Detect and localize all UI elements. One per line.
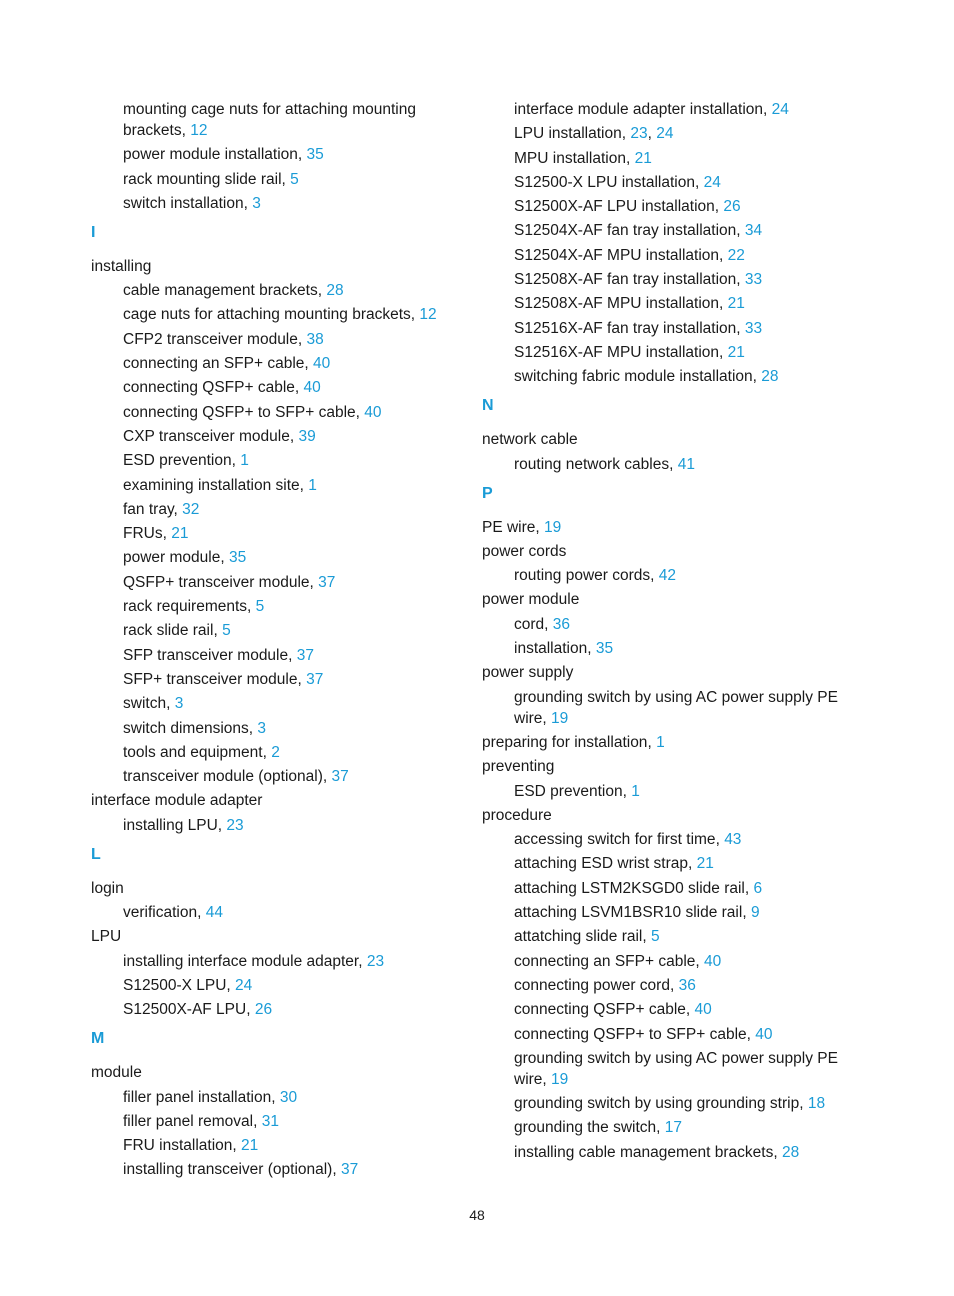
index-column-left — [91, 99, 481, 1184]
index-subentry-examining-installation-site: examining installation site, 1 — [123, 476, 317, 494]
page-link[interactable]: 3 — [174, 695, 184, 713]
page-link[interactable]: 12 — [190, 122, 208, 139]
page-link[interactable]: 39 — [298, 427, 316, 445]
index-subentry-esd-prevention: ESD prevention, 1 — [514, 782, 640, 800]
index-subentry-switch-installation: switch installation, 3 — [123, 194, 261, 212]
index-subentry-cfp2-transceiver-module: CFP2 transceiver module, 38 — [123, 330, 324, 348]
index-subentry-mounting-cage-nuts-for-attaching-mounting-brackets: mounting cage nuts for attaching mounting brackets, 12 — [123, 101, 416, 139]
page-link[interactable]: 35 — [228, 549, 247, 567]
entry-term: SFP transceiver module — [123, 646, 289, 664]
page-link[interactable]: 37 — [340, 1161, 359, 1179]
entry-term: LPU — [91, 928, 122, 946]
page-link[interactable]: 5 — [222, 622, 231, 640]
entry-term: power module installation — [123, 146, 298, 164]
page-link[interactable]: 35 — [595, 640, 614, 658]
page-link[interactable]: 2 — [271, 743, 280, 761]
index-subentry-lpu-installation: LPU installation, 23, 24 — [514, 125, 674, 143]
page-link[interactable]: 37 — [306, 670, 324, 688]
index-subentry-grounding-switch-by-using-grounding-strip: grounding switch by using grounding strip, 18 — [514, 1095, 826, 1113]
entry-term: routing network cables — [514, 455, 670, 473]
entry-term: filler panel installation — [123, 1088, 272, 1106]
page-link[interactable]: 1 — [308, 476, 317, 494]
entry-term: connecting QSFP+ cable — [514, 1001, 686, 1019]
index-subentry-cable-management-brackets: cable management brackets, 28 — [123, 282, 344, 300]
index-subentry-connecting-an-sfp-cable: connecting an SFP+ cable, 40 — [123, 355, 331, 373]
index-subentry-routing-network-cables: routing network cables, 41 — [514, 455, 695, 473]
index-subentry-connecting-power-cord: connecting power cord, 36 — [514, 976, 696, 994]
index-subentry-sfp-transceiver-module: SFP transceiver module, 37 — [123, 646, 314, 664]
entry-term: cord — [514, 615, 545, 633]
index-subentry-transceiver-module-optional: transceiver module (optional), 37 — [123, 768, 349, 786]
entry-term: cage nuts for attaching mounting brackets — [123, 306, 411, 324]
index-subentry-rack-requirements: rack requirements, 5 — [123, 598, 265, 616]
entry-term: switch installation — [123, 194, 244, 212]
index-subentry-switching-fabric-module-installation: switching fabric module installation, 28 — [514, 368, 779, 386]
index-subentry-installation: installation, 35 — [514, 640, 614, 658]
entry-term: S12500-X LPU — [123, 976, 227, 994]
index-letter-heading: P — [482, 484, 493, 502]
page-link[interactable]: 28 — [761, 368, 779, 386]
index-subentry-cord: cord, 36 — [514, 615, 571, 633]
entry-term: attatching slide rail — [514, 928, 643, 946]
index-subentry-routing-power-cords: routing power cords, 42 — [514, 567, 676, 585]
index-subentry-connecting-qsfp-cable: connecting QSFP+ cable, 40 — [514, 1001, 712, 1019]
page-link[interactable]: 36 — [552, 615, 571, 633]
page-link[interactable]: 40 — [704, 952, 722, 970]
entry-term: FRUs — [123, 525, 163, 543]
entry-term: S12504X-AF fan tray installation — [514, 222, 737, 240]
index-letter-heading: L — [91, 845, 101, 863]
index-subentry-s12508x-af-mpu-installation: S12508X-AF MPU installation, 21 — [514, 295, 745, 313]
index-subentry-installing-transceiver-optional: installing transceiver (optional), 37 — [123, 1161, 359, 1179]
page-link[interactable]: 36 — [678, 976, 696, 994]
entry-term: connecting an SFP+ cable — [514, 952, 696, 970]
index-subentry-cxp-transceiver-module: CXP transceiver module, 39 — [123, 427, 316, 445]
entry-term: preventing — [482, 758, 555, 776]
entry-term: procedure — [482, 806, 552, 824]
entry-term: mounting cage nuts for attaching mounting brackets — [123, 101, 416, 139]
entry-term: connecting QSFP+ to SFP+ cable — [123, 403, 356, 421]
entry-term: LPU installation — [514, 125, 622, 143]
index-entry-power-cords — [482, 541, 872, 562]
page-link[interactable]: 28 — [781, 1143, 800, 1161]
entry-term: rack requirements — [123, 598, 248, 616]
entry-term: CXP transceiver module — [123, 427, 290, 445]
entry-term: installing interface module adapter — [123, 952, 359, 970]
index-entry-lpu — [91, 926, 481, 947]
index-subentry-s12516x-af-fan-tray-installation: S12516X-AF fan tray installation, 33 — [514, 319, 763, 337]
index-column-right — [482, 99, 872, 1166]
index-subentry-verification: verification, 44 — [123, 904, 223, 922]
page-link[interactable]: 41 — [677, 455, 695, 473]
entry-term: transceiver module (optional) — [123, 768, 323, 786]
entry-term: FRU installation — [123, 1137, 233, 1155]
entry-term: connecting an SFP+ cable — [123, 355, 305, 373]
index-subentry-connecting-qsfp-to-sfp-cable: connecting QSFP+ to SFP+ cable, 40 — [123, 403, 382, 421]
index-subentry-qsfp-transceiver-module: QSFP+ transceiver module, 37 — [123, 573, 336, 591]
entry-term: switch — [123, 695, 167, 713]
index-subentry-s12504x-af-fan-tray-installation: S12504X-AF fan tray installation, 34 — [514, 222, 763, 240]
index-subentry-installing-lpu: installing LPU, 23 — [123, 816, 244, 834]
page-link[interactable]: 3 — [257, 719, 267, 737]
page-link[interactable]: 42 — [658, 567, 676, 585]
page-link[interactable]: 35 — [306, 146, 324, 164]
page-link[interactable]: 23 — [366, 952, 385, 970]
index-subentry-interface-module-adapter-installation: interface module adapter installation, 24 — [514, 101, 789, 118]
page-number: 48 — [469, 1207, 485, 1223]
index-subentry-power-module: power module, 35 — [123, 549, 247, 567]
index-subentry-s12500-x-lpu-installation: S12500-X LPU installation, 24 — [514, 173, 721, 191]
index-entry-login — [91, 878, 481, 899]
entry-term: grounding switch by using grounding strip — [514, 1095, 800, 1113]
page-link[interactable]: 19 — [544, 518, 562, 536]
page-link[interactable]: 30 — [279, 1088, 298, 1106]
index-subentry-power-module-installation: power module installation, 35 — [123, 146, 324, 164]
page-link[interactable]: 38 — [306, 330, 324, 348]
index-subentry-connecting-qsfp-to-sfp-cable: connecting QSFP+ to SFP+ cable, 40 — [514, 1025, 773, 1043]
index-subentry-esd-prevention: ESD prevention, 1 — [123, 452, 249, 470]
entry-term: PE wire — [482, 518, 536, 536]
entry-term: S12500-X LPU installation — [514, 173, 695, 191]
page-link[interactable]: 24 — [656, 125, 674, 143]
page-link[interactable]: 21 — [727, 295, 745, 313]
page-link[interactable]: 22 — [727, 246, 745, 264]
index-subentry-installing-cable-management-brackets: installing cable management brackets, 28 — [514, 1143, 800, 1161]
index-entry-module — [91, 1062, 481, 1083]
entry-term: installing — [91, 257, 152, 275]
index-subentry-s12504x-af-mpu-installation: S12504X-AF MPU installation, 22 — [514, 246, 745, 264]
index-subentry-connecting-qsfp-cable: connecting QSFP+ cable, 40 — [123, 379, 321, 397]
index-subentry-s12500x-af-lpu-installation: S12500X-AF LPU installation, 26 — [514, 198, 741, 216]
entry-term: accessing switch for first time — [514, 831, 716, 849]
index-subentry-accessing-switch-for-first-time: accessing switch for first time, 43 — [514, 831, 742, 849]
index-subentry-fru-installation: FRU installation, 21 — [123, 1137, 259, 1155]
index-entry-installing — [91, 256, 481, 277]
page-link[interactable]: 1 — [240, 452, 249, 470]
index-entry-preparing-for-installation: preparing for installation, 1 — [482, 733, 665, 751]
page-link[interactable]: 24 — [703, 173, 721, 191]
page-link[interactable]: 9 — [750, 904, 760, 922]
index-subentry-grounding-switch-by-using-ac-power-supply-pe-wire: grounding switch by using AC power supply PE wire, 19 — [514, 688, 838, 727]
index-entry-interface-module-adapter — [91, 790, 481, 811]
entry-term: rack slide rail — [123, 622, 214, 640]
index-letter-heading: M — [91, 1030, 105, 1048]
index-letter-heading: N — [482, 397, 494, 415]
page-link[interactable]: 28 — [326, 282, 344, 300]
page-link[interactable]: 44 — [205, 904, 223, 922]
index-subentry-sfp-transceiver-module: SFP+ transceiver module, 37 — [123, 670, 324, 688]
page-link[interactable]: 40 — [303, 379, 321, 397]
page-link[interactable]: 26 — [254, 1001, 273, 1019]
entry-term: S12508X-AF MPU installation — [514, 295, 720, 313]
entry-term: filler panel removal — [123, 1112, 254, 1130]
entry-term: power module — [482, 591, 580, 609]
entry-term: installing LPU — [123, 816, 218, 834]
page-link[interactable]: 33 — [744, 319, 763, 337]
entry-term: power cords — [482, 542, 567, 560]
entry-term: MPU installation — [514, 149, 626, 167]
page-link[interactable]: 24 — [235, 976, 253, 994]
page-link[interactable]: 37 — [318, 573, 336, 591]
entry-term: network cable — [482, 431, 578, 449]
entry-term: QSFP+ transceiver module — [123, 573, 310, 591]
entry-term: switch dimensions — [123, 719, 249, 737]
index-subentry-s12516x-af-mpu-installation: S12516X-AF MPU installation, 21 — [514, 343, 745, 361]
entry-term: examining installation site — [123, 476, 300, 494]
entry-term: connecting QSFP+ cable — [123, 379, 295, 397]
entry-term: interface module adapter — [91, 792, 263, 810]
page-link[interactable]: 23 — [226, 816, 244, 834]
index-letter-heading: I — [91, 223, 96, 241]
entry-term: verification — [123, 904, 198, 922]
entry-term: ESD prevention — [514, 782, 623, 800]
page-link[interactable]: 40 — [755, 1025, 773, 1043]
page-link[interactable]: 21 — [727, 343, 745, 361]
index-subentry-switch: switch, 3 — [123, 695, 184, 713]
index-subentry-rack-slide-rail: rack slide rail, 5 — [123, 622, 231, 640]
entry-term: switching fabric module installation — [514, 368, 753, 386]
page-link[interactable]: 40 — [694, 1001, 712, 1019]
entry-term: grounding the switch — [514, 1119, 657, 1137]
entry-term: interface module adapter installation — [514, 101, 764, 118]
page-link[interactable]: 21 — [171, 525, 189, 543]
index-entry-procedure — [482, 805, 872, 826]
entry-term: attaching LSTM2KSGD0 slide rail — [514, 879, 745, 897]
entry-term: fan tray — [123, 500, 174, 518]
index-subentry-installing-interface-module-adapter: installing interface module adapter, 23 — [123, 952, 385, 970]
index-subentry-filler-panel-removal: filler panel removal, 31 — [123, 1112, 279, 1130]
index-entry-power-supply — [482, 662, 872, 683]
entry-term: connecting power cord — [514, 976, 670, 994]
entry-term: connecting QSFP+ to SFP+ cable — [514, 1025, 747, 1043]
entry-term: attaching LSVM1BSR10 slide rail — [514, 904, 743, 922]
entry-term: S12516X-AF MPU installation — [514, 343, 720, 361]
page-link[interactable]: 37 — [331, 768, 349, 786]
entry-term: SFP+ transceiver module — [123, 670, 298, 688]
index-subentry-switch-dimensions: switch dimensions, 3 — [123, 719, 267, 737]
index-subentry-filler-panel-installation: filler panel installation, 30 — [123, 1088, 298, 1106]
entry-term: preparing for installation — [482, 733, 648, 751]
index-subentry-attaching-lsvm1bsr10-slide-rail: attaching LSVM1BSR10 slide rail, 9 — [514, 904, 760, 922]
entry-term: S12500X-AF LPU installation — [514, 198, 715, 216]
page-link[interactable]: 43 — [724, 831, 742, 849]
page-link[interactable]: 21 — [696, 855, 714, 873]
index-subentry-grounding-the-switch: grounding the switch, 17 — [514, 1119, 683, 1137]
page-link[interactable]: 12 — [419, 306, 437, 324]
entry-term: attaching ESD wrist strap — [514, 855, 689, 873]
page-link[interactable]: 5 — [255, 598, 265, 616]
entry-term: S12504X-AF MPU installation — [514, 246, 720, 264]
page-link[interactable]: 3 — [252, 194, 261, 212]
page-link[interactable]: 18 — [807, 1095, 826, 1113]
index-subentry-cage-nuts-for-attaching-mounting-brackets: cage nuts for attaching mounting brackets, 12 — [123, 306, 437, 324]
index-subentry-attaching-esd-wrist-strap: attaching ESD wrist strap, 21 — [514, 855, 714, 873]
entry-term: login — [91, 879, 124, 897]
entry-term: S12500X-AF LPU — [123, 1001, 247, 1019]
page-link[interactable]: 26 — [723, 198, 741, 216]
entry-term: ESD prevention — [123, 452, 232, 470]
entry-term: installation — [514, 640, 588, 658]
index-subentry-mpu-installation: MPU installation, 21 — [514, 149, 652, 167]
page-link[interactable]: 21 — [634, 149, 652, 167]
index-subentry-s12500x-af-lpu: S12500X-AF LPU, 26 — [123, 1001, 273, 1019]
entry-term: cable management brackets — [123, 282, 318, 300]
entry-term: power module — [123, 549, 221, 567]
page-link[interactable]: 1 — [656, 733, 665, 751]
index-subentry-rack-mounting-slide-rail: rack mounting slide rail, 5 — [123, 170, 299, 188]
entry-term: S12516X-AF fan tray installation — [514, 319, 737, 337]
page-link[interactable]: 1 — [631, 782, 640, 800]
entry-term: routing power cords — [514, 567, 651, 585]
page-link[interactable]: 23 — [630, 125, 648, 143]
page-link[interactable]: 17 — [664, 1119, 683, 1137]
page-link[interactable]: 37 — [296, 646, 314, 664]
page-link[interactable]: 40 — [313, 355, 331, 373]
index-subentry-attaching-lstm2ksgd0-slide-rail: attaching LSTM2KSGD0 slide rail, 6 — [514, 879, 763, 897]
entry-term: grounding switch by using AC power supply PE wire — [514, 1049, 838, 1088]
page-link[interactable]: 19 — [551, 1070, 569, 1088]
entry-term: tools and equipment — [123, 743, 263, 761]
index-subentry-s12508x-af-fan-tray-installation: S12508X-AF fan tray installation, 33 — [514, 271, 763, 289]
page-link[interactable]: 40 — [364, 403, 382, 421]
index-subentry-connecting-an-sfp-cable: connecting an SFP+ cable, 40 — [514, 952, 722, 970]
entry-term: S12508X-AF fan tray installation — [514, 271, 737, 289]
page-link[interactable]: 24 — [771, 101, 789, 118]
entry-term: installing transceiver (optional) — [123, 1161, 333, 1179]
page-link[interactable]: 6 — [753, 879, 763, 897]
index-subentry-grounding-switch-by-using-ac-power-supply-pe-wire: grounding switch by using AC power supply PE wire, 19 — [514, 1049, 838, 1088]
index-subentry-attatching-slide-rail: attatching slide rail, 5 — [514, 928, 660, 946]
entry-term: module — [91, 1064, 142, 1082]
entry-term: CFP2 transceiver module — [123, 330, 298, 348]
entry-term: power supply — [482, 664, 574, 682]
page-link[interactable]: 32 — [182, 500, 200, 518]
index-entry-power-module — [482, 589, 872, 610]
index-subentry-fan-tray: fan tray, 32 — [123, 500, 200, 518]
index-entry-preventing — [482, 756, 872, 777]
page-link[interactable]: 33 — [744, 271, 763, 289]
entry-term: rack mounting slide rail — [123, 170, 282, 188]
page-link[interactable]: 31 — [261, 1112, 279, 1130]
index-entry-pe-wire: PE wire, 19 — [482, 518, 562, 536]
index-subentry-tools-and-equipment: tools and equipment, 2 — [123, 743, 280, 761]
index-subentry-frus: FRUs, 21 — [123, 525, 189, 543]
page-link[interactable]: 5 — [290, 170, 299, 188]
page-link[interactable]: 19 — [551, 709, 569, 727]
index-entry-network-cable — [482, 429, 872, 450]
page-link[interactable]: 5 — [651, 928, 660, 946]
index-subentry-s12500-x-lpu: S12500-X LPU, 24 — [123, 976, 253, 994]
page-link[interactable]: 21 — [241, 1137, 259, 1155]
entry-term: installing cable management brackets — [514, 1143, 774, 1161]
page-link[interactable]: 34 — [744, 222, 763, 240]
entry-term: grounding switch by using AC power supply PE wire — [514, 688, 838, 727]
